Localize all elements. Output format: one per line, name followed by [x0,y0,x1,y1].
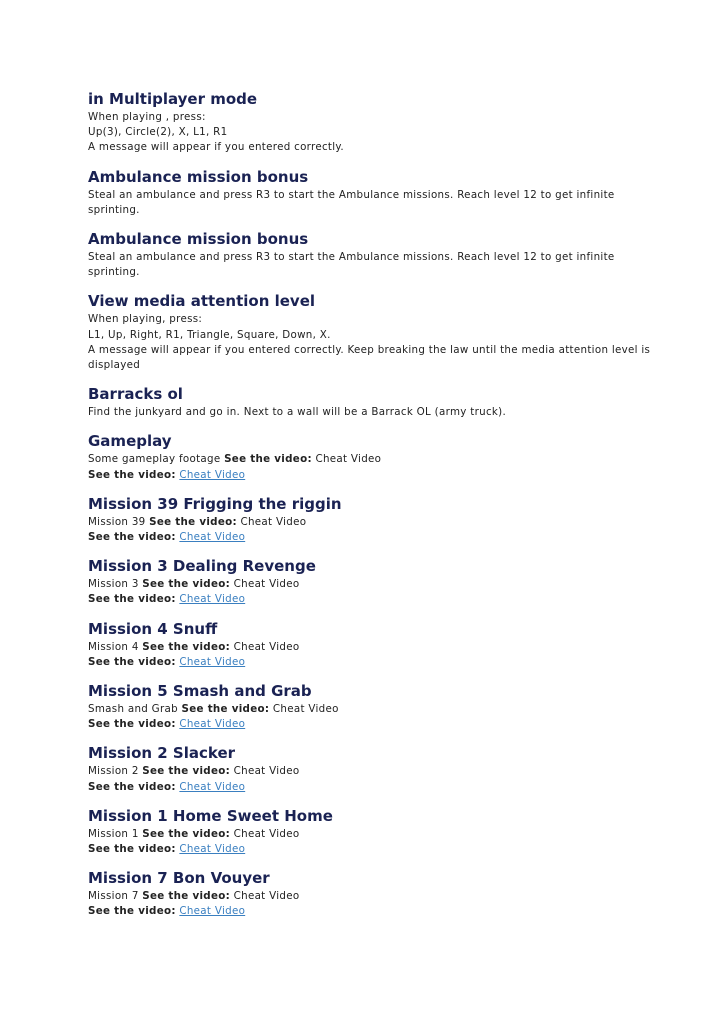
document-body [88,89,651,920]
section-heading: Mission 1 Home Sweet Home [88,806,333,825]
section-line: sprinting. [88,266,140,279]
section-line: Up(3), Circle(2), X, L1, R1 [88,126,228,139]
section-line: Find the junkyard and go in. Next to a wall will be a Barrack OL (army truck). [88,406,507,419]
video-link-line [88,842,648,857]
see-video-label: See the video: [88,843,176,856]
section-media-attention [88,291,651,373]
video-prefix: Mission 2 [88,765,139,778]
section-line: sprinting. [88,203,140,216]
section-heading: Barracks ol [88,385,183,404]
video-text: Cheat Video [233,765,300,778]
section-line: Steal an ambulance and press R3 to start the Ambulance missions. Reach level 12 to get infinite [88,188,615,201]
section-line: L1, Up, Right, R1, Triangle, Square, Down, X. [88,328,331,341]
see-video-label: See the video: [224,453,312,466]
video-link-line [88,468,648,483]
cheat-video-link[interactable]: Cheat Video [179,780,246,793]
section-heading: Mission 4 Snuff [88,619,218,638]
see-video-label: See the video: [142,890,231,903]
video-text: Cheat Video [315,453,382,466]
see-video-label: See the video: [88,468,176,481]
video-description-line [88,764,648,779]
video-link-line [88,530,648,545]
section-line: displayed [88,359,141,372]
video-prefix: Mission 39 [88,515,146,528]
section-ambulance-bonus-2 [88,229,648,280]
video-text: Cheat Video [233,578,300,591]
video-prefix: Some gameplay footage [88,453,221,466]
cheat-video-link[interactable]: Cheat Video [179,843,246,856]
video-text: Cheat Video [233,827,300,840]
video-link-line [88,592,648,607]
video-link-line [88,655,648,670]
video-description-line [88,452,648,467]
video-text: Cheat Video [240,515,307,528]
video-description-line [88,577,648,592]
section-heading: Mission 2 Slacker [88,744,236,763]
section-heading: Mission 3 Dealing Revenge [88,557,316,576]
section-barracks [88,384,648,420]
cheat-video-link[interactable]: Cheat Video [179,468,246,481]
see-video-label: See the video: [88,531,176,544]
see-video-label: See the video: [88,718,176,731]
section-heading: Mission 7 Bon Vouyer [88,869,270,888]
video-prefix: Mission 7 [88,890,139,903]
video-text: Cheat Video [233,640,300,653]
video-section-gameplay [88,431,648,482]
video-text: Cheat Video [272,703,339,716]
video-description-line [88,702,648,717]
section-heading: Ambulance mission bonus [88,230,309,249]
section-heading: Gameplay [88,432,172,451]
video-description-line [88,827,648,842]
video-text: Cheat Video [233,890,300,903]
section-heading: Mission 39 Frigging the riggin [88,494,342,513]
cheat-video-link[interactable]: Cheat Video [179,655,246,668]
see-video-label: See the video: [142,640,231,653]
section-line: When playing, press: [88,313,203,326]
section-heading: Ambulance mission bonus [88,167,309,186]
see-video-label: See the video: [88,905,176,918]
video-prefix: Mission 1 [88,827,139,840]
video-link-line [88,780,648,795]
cheat-video-link[interactable]: Cheat Video [179,905,246,918]
section-multiplayer [88,89,648,156]
video-section-mission-4 [88,619,648,670]
video-prefix: Mission 3 [88,578,139,591]
see-video-label: See the video: [88,780,176,793]
section-line: A message will appear if you entered correctly. [88,141,344,154]
video-section-mission-39 [88,494,648,545]
see-video-label: See the video: [142,578,231,591]
see-video-label: See the video: [142,765,231,778]
cheat-video-link[interactable]: Cheat Video [179,531,246,544]
video-prefix: Mission 4 [88,640,139,653]
video-section-mission-7 [88,868,648,919]
video-link-line [88,717,648,732]
section-heading: in Multiplayer mode [88,90,258,108]
section-line: Steal an ambulance and press R3 to start the Ambulance missions. Reach level 12 to get infinite [88,251,615,264]
section-heading: Mission 5 Smash and Grab [88,682,312,701]
video-description-line [88,640,648,655]
cheat-video-link[interactable]: Cheat Video [179,593,246,606]
video-section-mission-3 [88,556,648,607]
see-video-label: See the video: [142,827,231,840]
cheat-video-link[interactable]: Cheat Video [179,718,246,731]
section-line: When playing , press: [88,111,206,123]
video-link-line [88,904,648,919]
video-section-mission-5 [88,681,648,732]
video-prefix: Smash and Grab [88,703,178,716]
see-video-label: See the video: [149,515,237,528]
video-description-line [88,515,648,530]
video-section-mission-1 [88,806,648,857]
see-video-label: See the video: [88,593,176,606]
section-heading: View media attention level [88,292,316,311]
see-video-label: See the video: [88,655,176,668]
see-video-label: See the video: [181,703,270,716]
video-section-mission-2 [88,743,648,794]
video-description-line [88,889,648,904]
section-line: A message will appear if you entered correctly. Keep breaking the law until the media attention level is [88,343,651,356]
section-ambulance-bonus-1 [88,167,648,218]
